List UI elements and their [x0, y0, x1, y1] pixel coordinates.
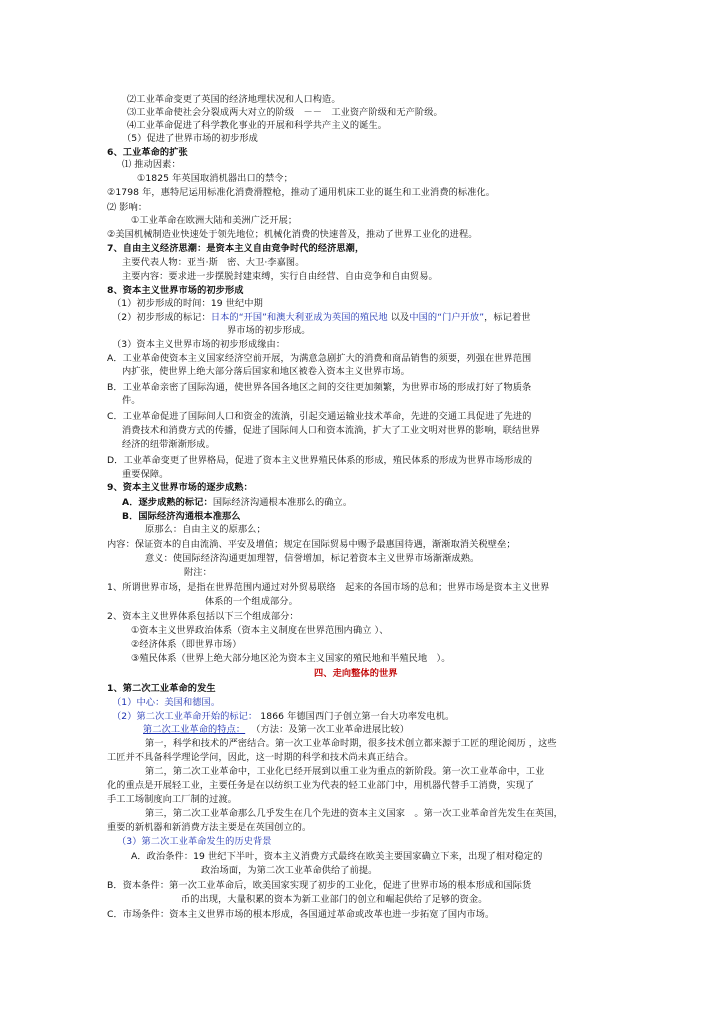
text-line: B．资本条件：第一次工业革命后，欧美国家实现了初步的工业化，促进了世界市场的根本形成和国际货 [107, 880, 532, 891]
text-line: 重要保障。 [122, 469, 169, 480]
text-span: 1866 年德国西门子创立第一台大功率发电机。 [260, 711, 455, 722]
text-span: ，标记着世 [484, 312, 531, 323]
text-line: ①1825 年英国取消机器出口的禁令； [137, 173, 293, 184]
text-highlight: （2）第二次工业革命开始的标记： [112, 711, 258, 722]
text-line [122, 497, 352, 509]
subheading: B．国际经济沟通根本准那么 [122, 511, 241, 522]
text-line: ⑵ 影响： [107, 202, 148, 213]
text-span: 以及 [387, 312, 410, 323]
text-line: ⑷工业革命促进了科学教化事业的开展和科学共产主义的诞生。 [127, 120, 388, 131]
text-line [112, 312, 531, 324]
text-line: （1）初步形成的时间：19 世纪中期 [112, 298, 263, 309]
section-heading: 7、自由主义经济思潮：是资本主义自由竞争时代的经济思潮， [107, 243, 365, 254]
text-line: 手工工场制度向工厂制的过渡。 [107, 794, 238, 805]
text-highlight: 日本的“开国”和澳大利亚成为英国的殖民地 [210, 312, 388, 323]
text-line: （3）资本主义世界市场的初步形成缘由： [112, 339, 286, 350]
text-line: 件。 [122, 395, 141, 406]
text-line: 内容：保证资本的自由流淌、平安及增值；规定在国际贸易中赐予最惠国待遇，渐渐取消关税壁垒； [107, 539, 516, 550]
text-line: ①资本主义世界政治体系（资本主义制度在世界范围内确立 ）、 [131, 625, 389, 636]
text-line: （5）促进了世界市场的初步形成 [122, 133, 258, 144]
text-span: 国际经济沟通根本准那么的确立。 [212, 497, 353, 508]
text-line: 意义：使国际经济沟通更加理智，信誉增加，标记着资本主义世界市场渐渐成熟。 [145, 553, 480, 564]
text-line: 第三，第二次工业革命那么几乎发生在几个先进的资本主义国家 。第一次工业革命首先发生在英国， [145, 808, 563, 819]
text-line: ②美国机械制造业快速处于领先地位；机械化消费的快速普及，推动了世界工业化的进程。 [107, 229, 478, 240]
text-line: 内扩张，使世界上绝大部分落后国家和地区被卷入资本主义世界市场。 [122, 366, 410, 377]
text-span: A．逐步成熟的标记： [122, 497, 213, 508]
section-heading: 6、工业革命的扩张 [107, 147, 188, 158]
text-line: （3）第二次工业革命发生的历史背景 [117, 836, 272, 847]
text-line: ⑵工业革命变更了英国的经济地理状况和人口构造。 [127, 94, 341, 105]
text-line: ③殖民体系（世界上绝大部分地区沦为资本主义国家的殖民地和半殖民地 ）。 [131, 653, 451, 664]
text-highlight: 中国的“门户开放” [409, 312, 485, 323]
text-line: （1）中心：美国和德国。 [112, 697, 221, 708]
text-span: （方法：及第一次工业革命进展比较） [251, 724, 410, 735]
text-line: ①工业革命在欧洲大陆和美洲广泛开展； [131, 215, 298, 226]
section-heading: 9、资本主义世界市场的逐步成熟： [107, 482, 253, 493]
text-line: 1、所谓世界市场，是指在世界范围内通过对外贸易联络 起来的各国市场的总和；世界市场是资本主义世界 [107, 582, 550, 593]
text-line: 第一，科学和技术的严密结合。第一次工业革命时期，很多技术创立都来源于工匠的理论阅历 ，这些 [145, 738, 557, 749]
text-line: B．工业革命亲密了国际沟通，使世界各国各地区之间的交往更加频繁，为世界市场的形成打好了物质条 [107, 382, 532, 393]
text-line: 经济的纽带渐渐形成。 [122, 439, 215, 450]
text-highlight: 第二次工业革命的特点： [143, 724, 246, 735]
text-line: 界市场的初步形成。 [227, 325, 311, 336]
text-line: 附注： [184, 567, 212, 578]
text-line: D．工业革命变更了世界格局，促进了资本主义世界殖民体系的形成，殖民体系的形成为世界市场形成的 [107, 455, 533, 466]
section-heading: 1、第二次工业革命的发生 [107, 683, 216, 694]
text-line [112, 711, 454, 723]
chapter-heading: 四、走向整体的世界 [314, 668, 398, 679]
text-line [143, 724, 409, 736]
text-line: A．政治条件：19 世纪下半叶，资本主义消费方式最终在欧美主要国家确立下来，出现了相对稳定的 [131, 851, 543, 862]
text-line: ⑶工业革命使社会分裂成两大对立的阶级 －－ 工业资产阶级和无产阶级。 [127, 107, 443, 118]
text-line: 币的出现，大量积累的资本为新工业部门的创立和崛起供给了足够的资金。 [181, 894, 488, 905]
text-line: 工匠并不具备科学理论学问，因此，这一时期的科学和技术尚未真正结合。 [107, 752, 414, 763]
section-heading: 8、资本主义世界市场的初步形成 [107, 285, 244, 296]
text-line: 主要代表人物：亚当·斯 密、大卫·李嘉图。 [122, 257, 305, 268]
text-line: ②1798 年，惠特尼运用标准化消费滑膛枪，推动了通用机床工业的诞生和工业消费的标准化。 [107, 187, 496, 198]
text-line: 第二，第二次工业革命中，工业化已经开展到以重工业为重点的新阶段。第一次工业革命中，工业 [145, 766, 545, 777]
text-line: C．工业革命促进了国际间人口和资金的流淌，引起交通运输业技术革命，先进的交通工具促进了先进的 [107, 411, 532, 422]
text-line: A．工业革命使资本主义国家经济空前开展，为满意急剧扩大的消费和商品销售的须要，列强在世界范围 [107, 353, 532, 364]
text-line: 主要内容：要求进一步摆脱封建束缚，实行自由经营、自由竞争和自由贸易。 [122, 271, 438, 282]
text-span: （2）初步形成的标记： [112, 312, 211, 323]
text-line: 2、资本主义世界体系包括以下三个组成部分： [107, 611, 299, 622]
text-line: 政治场面，为第二次工业革命供给了前提。 [201, 865, 378, 876]
text-line: 原那么：自由主义的原那么； [145, 524, 266, 535]
text-line: C．市场条件：资本主义世界市场的根本形成，各国通过革命或改革也进一步拓宽了国内市场。 [107, 909, 495, 920]
text-line: 重要的新机器和新消费方法主要是在英国创立的。 [107, 822, 312, 833]
text-line: 体系的一个组成部分。 [205, 596, 298, 607]
text-line: ②经济体系（即世界市场） [131, 639, 242, 650]
text-line: 化的重点是开展轻工业，主要任务是在以纺织工业为代表的轻工业部门中，用机器代替手工消费，实现了 [107, 780, 535, 791]
text-line: ⑴ 推动因素： [122, 159, 181, 170]
text-line: 消费技术和消费方式的传播，促进了国际间人口和资本流淌，扩大了工业文明对世界的影响，联结世界 [122, 425, 540, 436]
